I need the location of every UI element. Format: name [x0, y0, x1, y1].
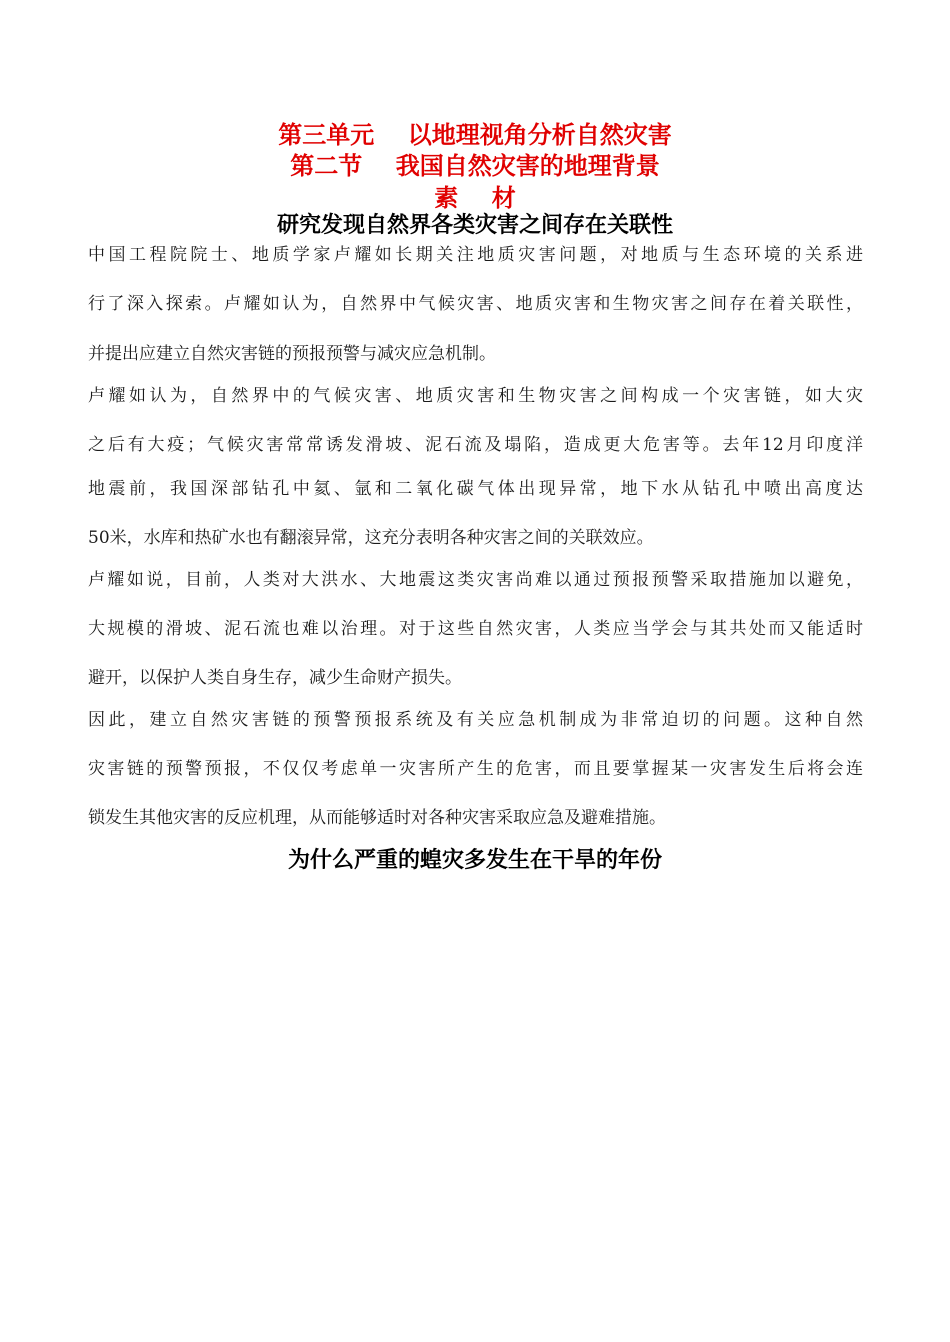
material-label: 素 材: [434, 184, 516, 212]
body-line: 50米，水库和热矿水也有翻滚异常，这充分表明各种灾害之间的关联效应。: [88, 528, 654, 548]
body-line: 锁发生其他灾害的反应机理，从而能够适时对各种灾害采取应急及避难措施。: [88, 808, 666, 828]
unit-title: 第三单元 以地理视角分析自然灾害: [278, 121, 672, 149]
body-line: 因此，建立自然灾害链的预警预报系统及有关应急机制成为非常迫切的问题。这种自然: [88, 710, 863, 730]
body-line: 行了深入探索。卢耀如认为，自然界中气候灾害、地质灾害和生物灾害之间存在着关联性，: [88, 294, 863, 314]
body-line: 并提出应建立自然灾害链的预报预警与减灾应急机制。: [88, 344, 496, 364]
body-line: 卢耀如说，目前，人类对大洪水、大地震这类灾害尚难以通过预报预警采取措施加以避免，: [88, 570, 863, 590]
body-line: 灾害链的预警预报，不仅仅考虑单一灾害所产生的危害，而且要掌握某一灾害发生后将会连: [88, 759, 863, 779]
article-heading: 研究发现自然界各类灾害之间存在关联性: [276, 213, 673, 238]
second-article-heading: 为什么严重的蝗灾多发生在干旱的年份: [287, 848, 662, 873]
section-title: 第二节 我国自然灾害的地理背景: [290, 152, 660, 180]
body-line: 避开，以保护人类自身生存，减少生命财产损失。: [88, 668, 462, 688]
body-line: 中国工程院院士、地质学家卢耀如长期关注地质灾害问题，对地质与生态环境的关系进: [88, 245, 863, 265]
body-line: 卢耀如认为，自然界中的气候灾害、地质灾害和生物灾害之间构成一个灾害链，如大灾: [88, 386, 863, 406]
body-line: 大规模的滑坡、泥石流也难以治理。对于这些自然灾害，人类应当学会与其共处而又能适时: [88, 619, 863, 639]
body-line: 之后有大疫；气候灾害常常诱发滑坡、泥石流及塌陷，造成更大危害等。去年12月印度洋: [88, 435, 863, 455]
body-line: 地震前，我国深部钻孔中氦、氩和二氧化碳气体出现异常，地下水从钻孔中喷出高度达: [88, 479, 863, 499]
